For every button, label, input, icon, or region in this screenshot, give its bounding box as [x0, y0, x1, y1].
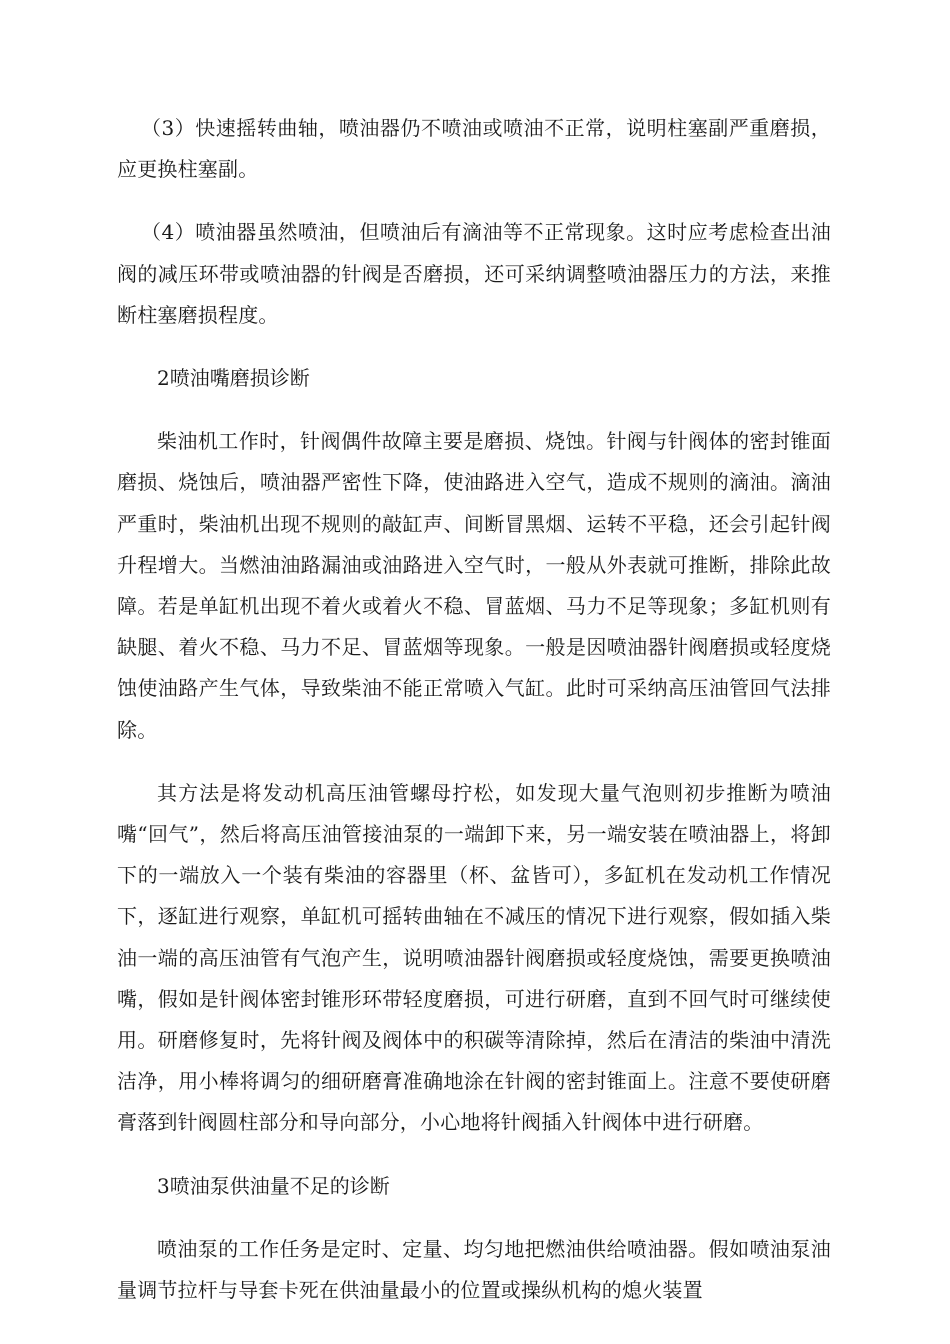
document-page: [117, 108, 831, 1311]
paragraph-gap: [117, 399, 831, 421]
paragraph-step-4: （4）喷油器虽然喷油，但喷油后有滴油等不正常现象。这时应考虑检查出油阀的减压环带或喷油器的针阀是否磨损，还可采纳调整喷油器压力的方法，来推断柱塞磨损程度。: [117, 220, 831, 327]
paragraph-gap: [117, 336, 831, 358]
paragraph-gap: [117, 190, 831, 212]
paragraph-method: 其方法是将发动机高压油管螺母拧松，如发现大量气泡则初步推断为喷油嘴“回气”，然后将高压油管接油泵的一端卸下来，另一端安装在喷油器上，将卸下的一端放入一个装有柴油的容器里（杯、盆皆可），多缸机在发动机工作情况下，逐缸进行观察，单缸机可摇转曲轴在不减压的情况下进行观察，假如插入柴油一端的高压油管有气泡产生，说明喷油器针阀磨损或轻度烧蚀，需要更换喷油嘴，假如是针阀体密封锥形环带轻度磨损，可进行研磨，直到不回气时可继续使用。研磨修复时，先将针阀及阀体中的积碳等清除掉，然后在清洁的柴油中清洗洁净，用小棒将调匀的细研磨膏准确地涂在针阀的密封锥面上。注意不要使研磨膏落到针阀圆柱部分和导向部分，小心地将针阀插入针阀体中进行研磨。: [117, 780, 831, 1135]
section-heading-2: 2喷油嘴磨损诊断: [157, 366, 310, 391]
paragraph-pump-supply: 喷油泵的工作任务是定时、定量、均匀地把燃油供给喷油器。假如喷油泵油量调节拉杆与导套卡死在供油量最小的位置或操纵机构的熄火装置: [117, 1236, 831, 1303]
paragraph-gap: [117, 1144, 831, 1166]
paragraph-nozzle-wear: 柴油机工作时，针阀偶件故障主要是磨损、烧蚀。针阀与针阀体的密封锥面磨损、烧蚀后，喷油器严密性下降，使油路进入空气，造成不规则的滴油。滴油严重时，柴油机出现不规则的敲缸声、间断冒黑烟、运转不平稳，还会引起针阀升程增大。当燃油油路漏油或油路进入空气时，一般从外表就可推断，排除此故障。若是单缸机出现不着火或着火不稳、冒蓝烟、马力不足等现象；多缸机则有缺腿、着火不稳、马力不足、冒蓝烟等现象。一般是因喷油器针阀磨损或轻度烧蚀使油路产生气体，导致柴油不能正常喷入气缸。此时可采纳高压油管回气法排除。: [117, 429, 831, 742]
paragraph-step-3: （3）快速摇转曲轴，喷油器仍不喷油或喷油不正常，说明柱塞副严重磨损，应更换柱塞副。: [117, 116, 831, 182]
paragraph-gap: [117, 1207, 831, 1229]
section-heading-3: 3喷油泵供油量不足的诊断: [157, 1173, 390, 1198]
paragraph-gap: [117, 751, 831, 773]
